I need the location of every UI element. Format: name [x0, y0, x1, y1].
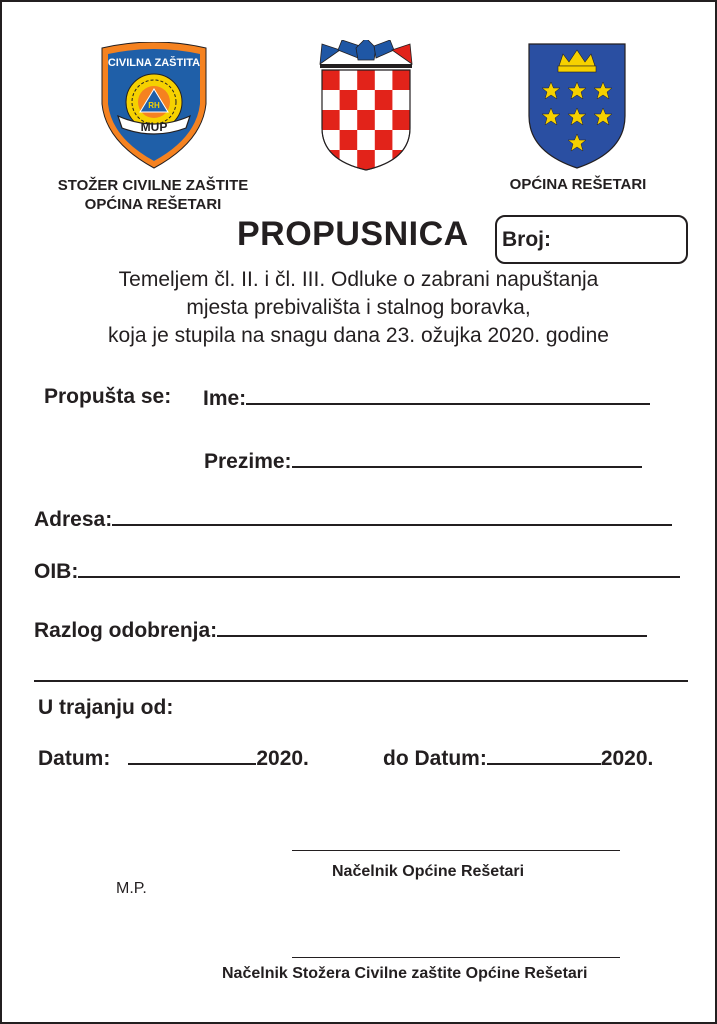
civil-protection-emblem [98, 42, 210, 172]
adresa-row [34, 506, 672, 532]
left-org-label [48, 176, 258, 214]
adresa-label: Adresa: [34, 508, 113, 531]
stamp-place-label: M.P. [116, 880, 147, 897]
adresa-input-line[interactable] [112, 506, 672, 526]
razlog-extra-line[interactable] [34, 680, 688, 682]
intro-line3: koja je stupila na snagu dana 23. ožujka 2020. godine [108, 324, 609, 347]
oib-row [34, 558, 680, 584]
croatia-coat-of-arms [314, 40, 418, 172]
datum-to-year: 2020. [600, 747, 654, 770]
intro-line2: mjesta prebivališta i stalnog boravka, [186, 296, 531, 319]
razlog-label: Razlog odobrenja: [34, 619, 218, 642]
u-trajanju-od-label: U trajanju od: [38, 696, 174, 719]
ime-label: Ime: [203, 387, 247, 410]
right-org-label: OPĆINA REŠETARI [509, 176, 647, 193]
datum-to-row [383, 745, 653, 771]
document-title: PROPUSNICA [237, 215, 469, 253]
datum-from-row [38, 745, 309, 771]
left-org-line1: STOŽER CIVILNE ZAŠTITE [57, 177, 249, 194]
ime-row [203, 385, 650, 411]
prezime-input-line[interactable] [292, 448, 642, 468]
propusta-se-label: Propušta se: [44, 385, 172, 408]
prezime-label: Prezime: [204, 450, 292, 473]
datum-to-input-line[interactable] [487, 745, 601, 765]
number-label: Broj: [502, 228, 551, 251]
left-org-line2: OPĆINA REŠETARI [84, 196, 222, 213]
emblem-top-text: CIVILNA ZAŠTITA [107, 57, 201, 69]
datum-from-input-line[interactable] [128, 745, 256, 765]
oib-input-line[interactable] [78, 558, 680, 578]
razlog-input-line[interactable] [217, 617, 647, 637]
signature-line-stozer[interactable] [292, 957, 620, 958]
signature-label-stozer: Načelnik Stožera Civilne zaštite Općine Rešetari [222, 965, 588, 982]
datum-from-label: Datum: [38, 747, 111, 770]
razlog-row [34, 617, 647, 643]
datum-to-label: do Datum: [383, 747, 487, 770]
ime-input-line[interactable] [246, 385, 650, 405]
emblem-center-text: RH [148, 101, 160, 110]
signature-line-opcina[interactable] [292, 850, 620, 851]
emblem-banner-text: MUP [140, 120, 168, 134]
oib-label: OIB: [34, 560, 79, 583]
municipality-coat-of-arms [527, 42, 627, 170]
intro-line1: Temeljem čl. II. i čl. III. Odluke o zabrani napuštanja [118, 268, 599, 291]
prezime-row [204, 448, 642, 474]
number-field[interactable] [495, 215, 688, 264]
signature-label-opcina: Načelnik Općine Rešetari [332, 863, 525, 880]
datum-from-year: 2020. [256, 747, 309, 770]
